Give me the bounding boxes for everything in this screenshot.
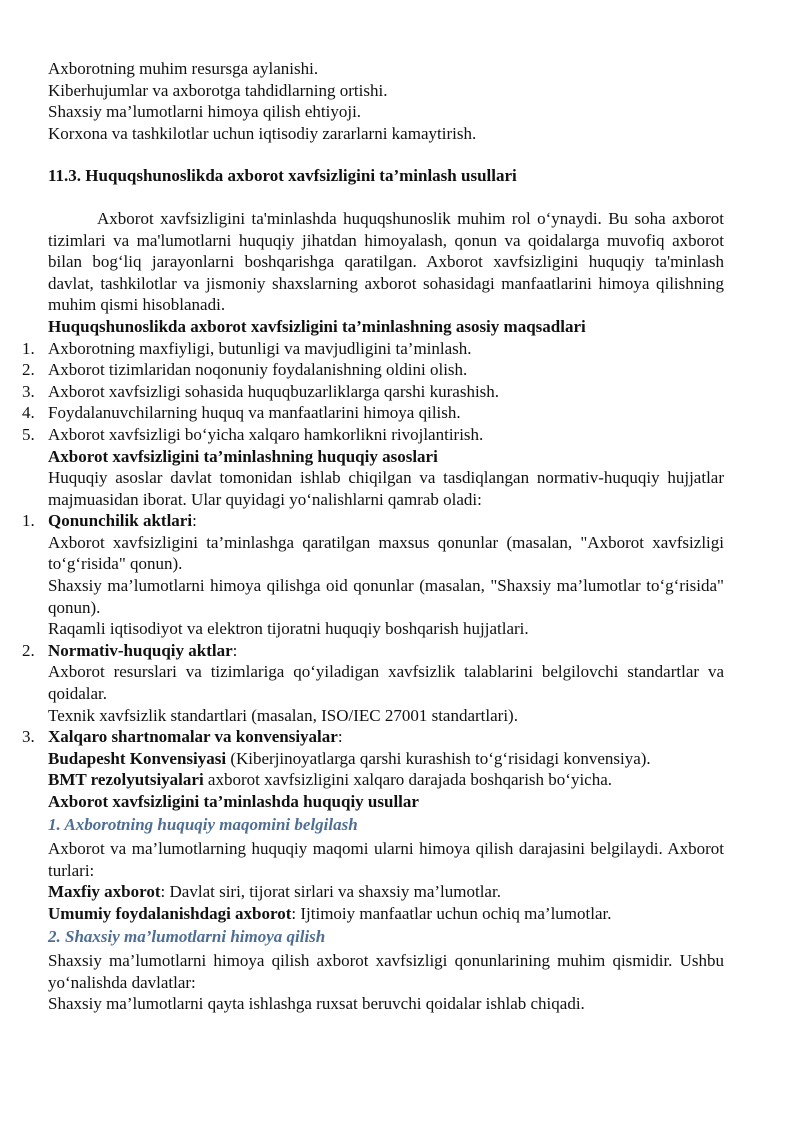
un-resolutions-label: BMT rezolyutsiyalari bbox=[48, 770, 204, 790]
list-item: Shaxsiy ma’lumotlarni himoya qilish ehtiyoji. bbox=[48, 102, 362, 122]
goal-item bbox=[22, 424, 724, 446]
goal-text: Axborot xavfsizligi sohasida huquqbuzarliklarga qarshi kurashish. bbox=[48, 381, 500, 401]
document-content bbox=[22, 58, 724, 1015]
basis-number: 2. bbox=[22, 640, 35, 660]
goal-number: 1. bbox=[22, 338, 35, 358]
goal-number: 5. bbox=[22, 424, 35, 444]
info-type-item bbox=[48, 903, 724, 925]
method-2-item: Shaxsiy ma’lumotlarni qayta ishlashga ruxsat beruvchi qoidalar ishlab chiqadi. bbox=[48, 994, 585, 1014]
info-type-label: Maxfiy axborot bbox=[48, 882, 161, 902]
method-1-title: 1. Axborotning huquqiy maqomini belgilash bbox=[48, 814, 358, 834]
basis-number: 1. bbox=[22, 511, 35, 531]
budapest-convention-text: (Kiberjinoyatlarga qarshi kurashish to‘g‘risidagi konvensiya). bbox=[226, 748, 651, 768]
basis-title: Qonunchilik aktlari bbox=[48, 511, 193, 531]
goal-text: Foydalanuvchilarning huquq va manfaatlarini himoya qilish. bbox=[48, 403, 461, 423]
goal-item bbox=[22, 359, 724, 381]
method-1-paragraph: Axborot va ma’lumotlarning huquqiy maqomi ularni himoya qilish darajasini belgilaydi. Axborot turlari: bbox=[48, 839, 724, 880]
basis-subitem: Axborot xavfsizligini ta’minlashga qaratilgan maxsus qonunlar (masalan, "Axborot xavfsizligi to‘g‘risida" qonun). bbox=[48, 532, 724, 574]
method-2-paragraph: Shaxsiy ma’lumotlarni himoya qilish axborot xavfsizligi qonunlarining muhim qismidir. Ushbu yo‘nalishda davlatlar: bbox=[48, 951, 724, 992]
goal-text: Axborot tizimlaridan noqonuniy foydalanishning oldini olish. bbox=[48, 360, 468, 380]
list-item: Korxona va tashkilotlar uchun iqtisodiy zararlarni kamaytirish. bbox=[48, 123, 477, 143]
basis-item-title bbox=[22, 510, 724, 532]
info-type-text: : Ijtimoiy manfaatlar uchun ochiq ma’lumotlar. bbox=[291, 903, 612, 923]
info-type-item bbox=[48, 881, 724, 903]
method-2-title: 2. Shaxsiy ma’lumotlarni himoya qilish bbox=[48, 926, 326, 946]
goal-item bbox=[22, 338, 724, 360]
list-item: Axborotning muhim resursga aylanishi. bbox=[48, 59, 319, 78]
methods-heading: Axborot xavfsizligini ta’minlashda huquqiy usullar bbox=[48, 792, 419, 811]
intro-paragraph: Axborot xavfsizligini ta'minlashda huquqshunoslik muhim rol o‘ynaydi. Bu soha axborot tizimlari va ma'lumotlarni huquqiy jihatdan himoyalash, qonun va qoidalarga muvofiq axborot bilan bog‘liq jarayonlarni boshqarishga qaratilgan. Axborot xavfsizligini huquqiy ta'minlash davlat, tashkilotlar va jismoniy shaxslarning axborot sohasidagi manfaatlarini himoya qilishning muhim qismi hisoblanadi. bbox=[48, 208, 724, 315]
goals-heading: Huquqshunoslikda axborot xavfsizligini ta’minlashning asosiy maqsadlari bbox=[48, 316, 586, 336]
basis-title: Normativ-huquqiy aktlar bbox=[48, 640, 233, 660]
basis-subitem: Axborot resurslari va tizimlariga qo‘yiladigan xavfsizlik talablarini belgilovchi standartlar va qoidalar. bbox=[48, 662, 724, 704]
goal-number: 2. bbox=[22, 360, 35, 380]
basis-title: Xalqaro shartnomalar va konvensiyalar bbox=[48, 727, 338, 747]
legal-basis-intro: Huquqiy asoslar davlat tomonidan ishlab chiqilgan va tasdiqlangan normativ-huquqiy hujjatlar majmuasidan iborat. Ular quyidagi yo‘nalishlarni qamrab oladi: bbox=[48, 468, 724, 509]
info-type-label: Umumiy foydalanishdagi axborot bbox=[48, 903, 292, 923]
basis-item-title bbox=[22, 640, 724, 662]
list-item: Kiberhujumlar va axborotga tahdidlarning ortishi. bbox=[48, 80, 388, 100]
goal-number: 4. bbox=[22, 403, 35, 423]
goal-item bbox=[22, 402, 724, 424]
basis-colon: : bbox=[337, 727, 343, 747]
info-type-text: : Davlat siri, tijorat sirlari va shaxsiy ma’lumotlar. bbox=[160, 882, 501, 902]
legal-basis-heading: Axborot xavfsizligini ta’minlashning huquqiy asoslari bbox=[48, 446, 438, 466]
section-title: 11.3. Huquqshunoslikda axborot xavfsizligini ta’minlash usullari bbox=[48, 166, 517, 186]
basis-item-title bbox=[22, 726, 724, 748]
basis-number: 3. bbox=[22, 727, 35, 747]
goal-number: 3. bbox=[22, 381, 35, 401]
basis-subitem: Shaxsiy ma’lumotlarni himoya qilishga oid qonunlar (masalan, "Shaxsiy ma’lumotlar to‘g‘risida" qonun). bbox=[48, 576, 724, 617]
goal-text: Axborot xavfsizligi bo‘yicha xalqaro hamkorlikni rivojlantirish. bbox=[48, 424, 484, 444]
basis-subitem bbox=[48, 769, 724, 791]
basis-subitem: Texnik xavfsizlik standartlari (masalan, ISO/IEC 27001 standartlari). bbox=[48, 705, 518, 725]
goal-item bbox=[22, 381, 724, 403]
un-resolutions-text: axborot xavfsizligini xalqaro darajada boshqarish bo‘yicha. bbox=[203, 770, 613, 790]
basis-subitem bbox=[48, 748, 724, 770]
basis-subitem: Raqamli iqtisodiyot va elektron tijoratni huquqiy boshqarish hujjatlari. bbox=[48, 619, 529, 639]
basis-colon: : bbox=[192, 511, 197, 531]
budapest-convention-label: Budapesht Konvensiyasi bbox=[48, 748, 227, 768]
basis-colon: : bbox=[232, 640, 238, 660]
goal-text: Axborotning maxfiyligi, butunligi va mavjudligini ta’minlash. bbox=[48, 338, 472, 358]
